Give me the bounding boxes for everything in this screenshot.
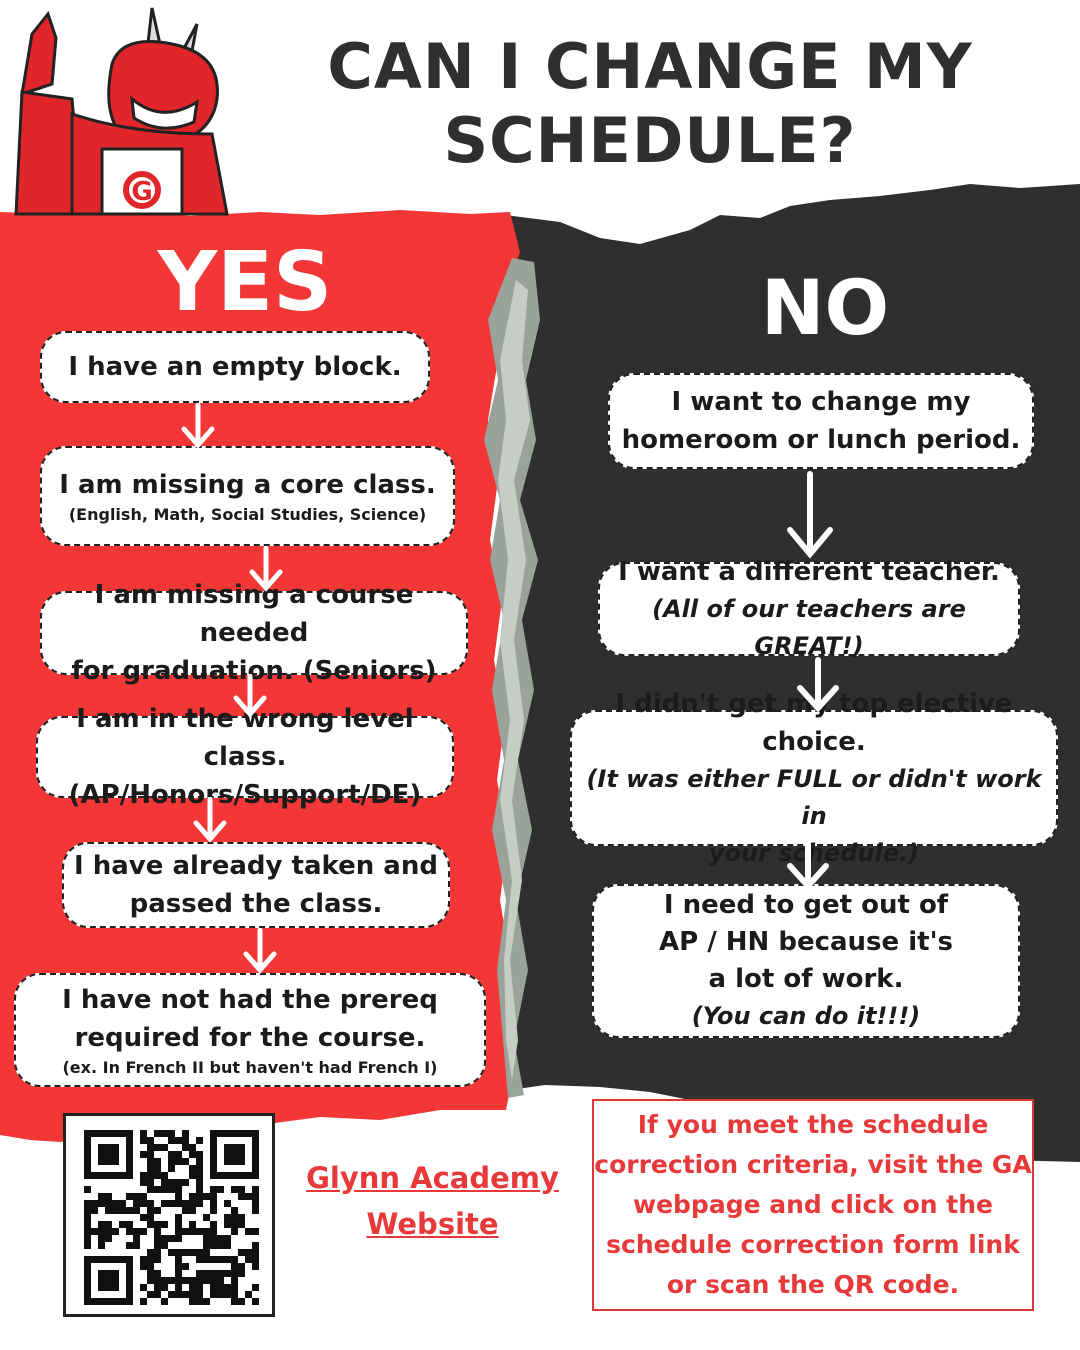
yes-item-text: I have already taken and passed the class. (74, 851, 438, 919)
no-item-text: I didn't get my top elective choice. (615, 688, 1013, 757)
arrow-down-icon (238, 928, 282, 974)
yes-item-text: I have an empty block. (68, 352, 402, 382)
yes-item-missing-prereq (14, 973, 486, 1087)
yes-heading: YES (157, 235, 333, 330)
arrow-down-icon (244, 546, 288, 592)
yes-item-missing-graduation-course (40, 580, 468, 686)
yes-item-text: I am in the wrong level class. (AP/Honors/Support/DE) (68, 704, 422, 810)
arrow-down-icon (780, 840, 836, 890)
yes-item-text: I am missing a course needed for graduation. (Seniors) (71, 580, 437, 686)
no-item-ap-hn-work (592, 884, 1020, 1038)
qr-finder-pattern (84, 1256, 133, 1305)
bulldog-mascot (12, 4, 237, 216)
arrow-down-icon (228, 674, 272, 718)
qr-code[interactable] (66, 1116, 272, 1314)
no-item-note: (It was either FULL or didn't work in your schedule.) (586, 764, 1042, 867)
no-item-note: (You can do it!!!) (691, 1002, 921, 1030)
arrow-down-icon (790, 656, 846, 712)
yes-item-wrong-level (36, 704, 454, 810)
yes-item-empty-block (40, 331, 430, 403)
yes-item-note: (English, Math, Social Studies, Science) (68, 505, 427, 524)
no-item-elective-choice (570, 688, 1058, 867)
yes-item-text: I am missing a core class. (59, 470, 436, 500)
yes-item-already-passed (62, 842, 450, 928)
mascot-shirt-letter: G (131, 177, 153, 207)
no-item-text: I need to get out of AP / HN because it's a lot of work. (659, 890, 953, 994)
yes-item-missing-core-class (40, 446, 455, 546)
arrow-down-icon (176, 403, 220, 449)
arrow-down-icon (188, 797, 232, 843)
no-item-text: I want to change my homeroom or lunch period. (621, 387, 1021, 455)
no-item-note: (All of our teachers are GREAT!) (652, 595, 966, 660)
qr-finder-pattern (84, 1130, 133, 1179)
cta-text: If you meet the schedule correction criteria, visit the GA webpage and click on the schedule correction form link or scan the QR code. (594, 1110, 1032, 1299)
page-title: CAN I CHANGE MY SCHEDULE? (327, 30, 973, 177)
yes-item-text: I have not had the prereq required for the course. (62, 985, 438, 1053)
website-link[interactable]: Glynn Academy Website (306, 1161, 559, 1241)
no-item-text: I want a different teacher. (618, 557, 1000, 587)
no-item-homeroom-lunch (608, 373, 1034, 469)
qr-finder-pattern (210, 1130, 259, 1179)
no-heading: NO (760, 263, 890, 352)
cta-box (592, 1099, 1034, 1311)
qr-code-frame (63, 1113, 275, 1317)
arrow-down-icon (780, 470, 840, 560)
no-item-different-teacher (598, 557, 1020, 660)
yes-item-note: (ex. In French II but haven't had French I) (62, 1058, 438, 1077)
